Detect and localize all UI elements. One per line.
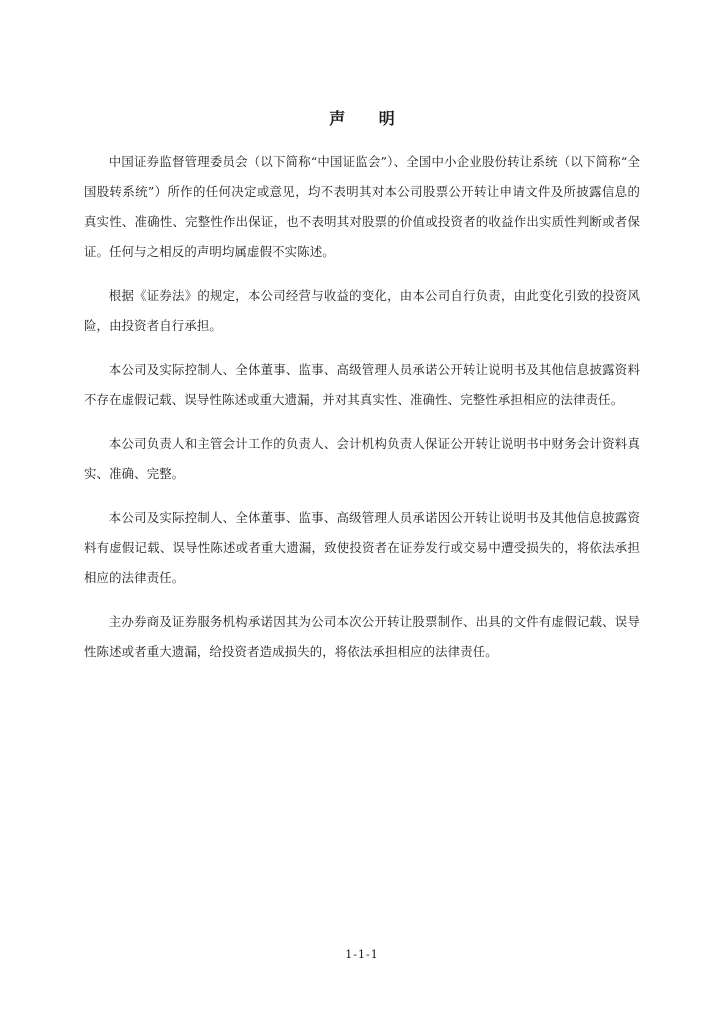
declaration-body	[84, 147, 640, 681]
paragraph-liability-commitment: 本公司及实际控制人、全体董事、监事、高级管理人员承诺因公开转让说明书及其他信息披露资料有虚假记载、误导性陈述或者重大遗漏，致使投资者在证券发行或交易中遭受损失的，将依法承担相应的法律责任。	[84, 510, 640, 585]
paragraph-company-commitment: 本公司及实际控制人、全体董事、监事、高级管理人员承诺公开转让说明书及其他信息披露资料不存在虚假记载、误导性陈述或重大遗漏，并对其真实性、准确性、完整性承担相应的法律责任。	[84, 362, 640, 407]
paragraph-investment-risk: 根据《证券法》的规定，本公司经营与收益的变化，由本公司自行负责，由此变化引致的投资风险，由投资者自行承担。	[84, 288, 640, 333]
paragraph-regulator-disclaimer: 中国证券监督管理委员会（以下简称“中国证监会”）、全国中小企业股份转让系统（以下简称“全国股转系统”）所作的任何决定或意见，均不表明其对本公司股票公开转让申请文件及所披露信息的真实性、准确性、完整性作出保证，也不表明其对股票的价值或投资者的收益作出实质性判断或者保证。任何与之相反的声明均属虚假不实陈述。	[84, 154, 640, 259]
page-number: 1-1-1	[345, 948, 379, 961]
paragraph-financial-guarantee: 本公司负责人和主管会计工作的负责人、会计机构负责人保证公开转让说明书中财务会计资料真实、准确、完整。	[84, 436, 640, 481]
paragraph-broker-commitment: 主办券商及证券服务机构承诺因其为公司本次公开转让股票制作、出具的文件有虚假记载、误导性陈述或者重大遗漏，给投资者造成损失的，将依法承担相应的法律责任。	[84, 614, 640, 659]
page-title: 声 明	[329, 109, 409, 128]
